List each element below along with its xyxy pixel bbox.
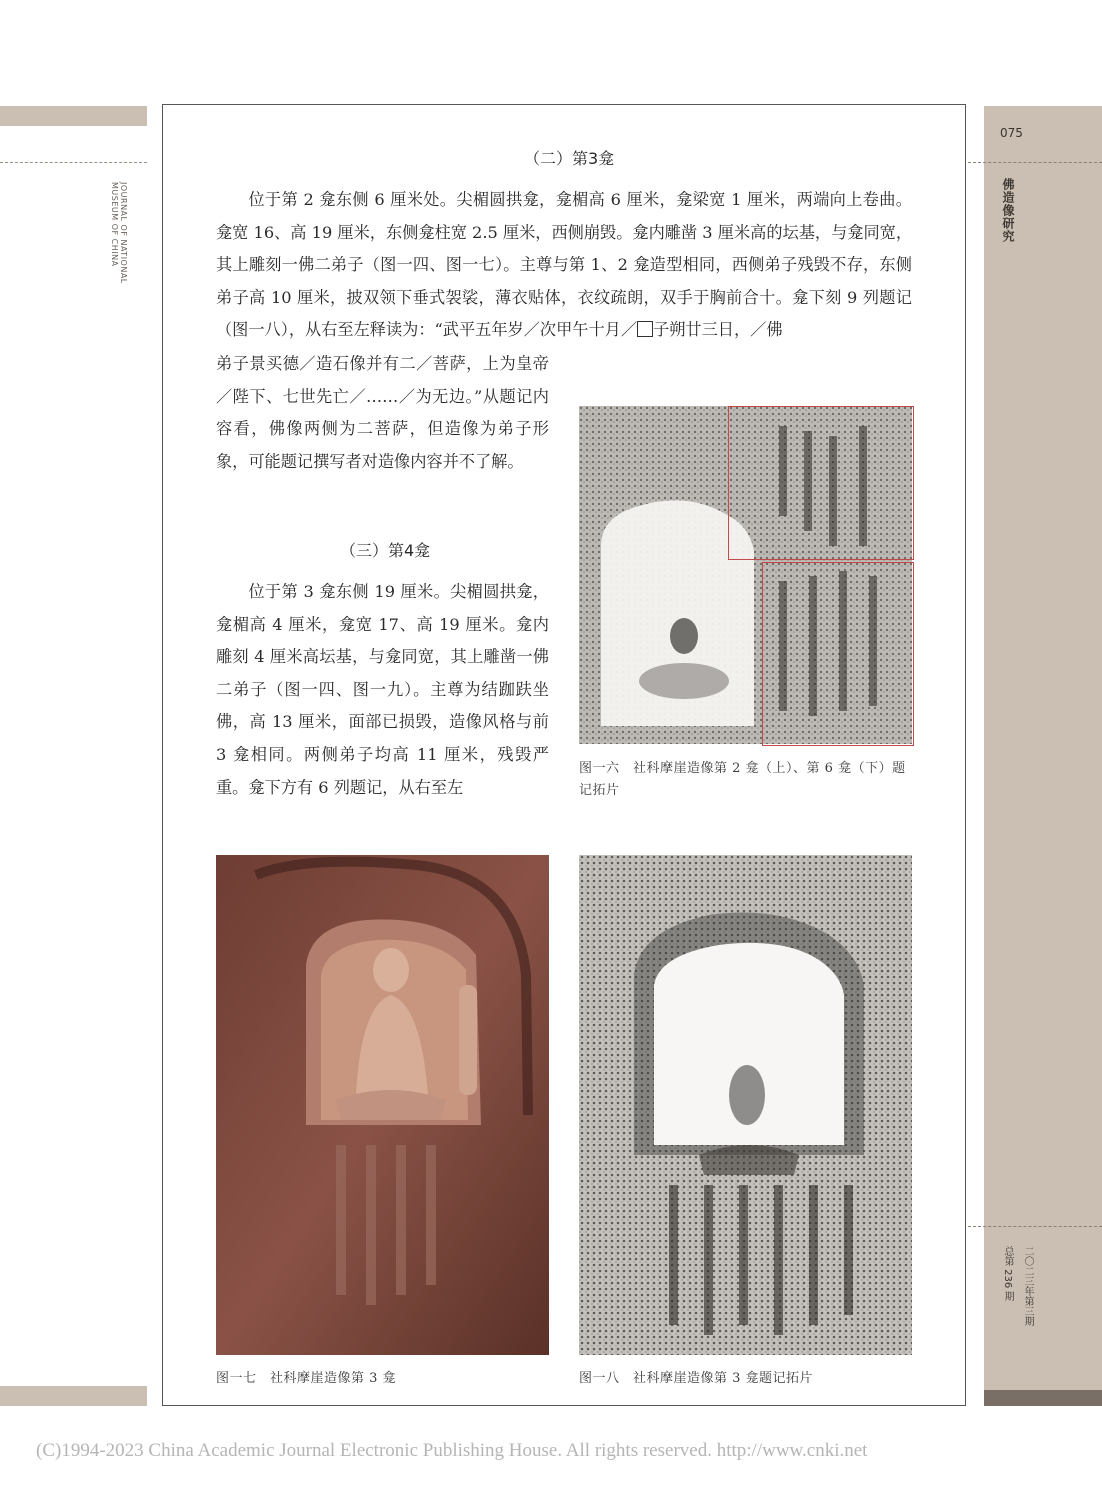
missing-char-box bbox=[637, 321, 653, 337]
section-title-3: （二）第3龛 bbox=[524, 149, 615, 168]
figure-18-rubbing bbox=[579, 855, 912, 1355]
issue-year: 二〇二三年第三期 bbox=[1022, 1246, 1033, 1326]
figure-18-caption: 图一八 社科摩崖造像第 3 龛题记拓片 bbox=[579, 1371, 814, 1386]
journal-name: JOURNAL OF NATIONAL MUSEUM OF CHINA bbox=[110, 182, 128, 284]
left-band-bottom bbox=[0, 1386, 147, 1406]
right-sidebar-footer bbox=[984, 1390, 1102, 1406]
copyright-footer: (C)1994-2023 China Academic Journal Electronic Publishing House. All rights reserved. http://www.cnki.net bbox=[36, 1440, 868, 1461]
page-number: 075 bbox=[1000, 126, 1023, 140]
right-sidebar-panel bbox=[984, 106, 1102, 1406]
paragraph-niche-3-cont: 弟子景买德／造石像并有二／菩萨，上为皇帝／陛下、七世先亡／……／为无边。”从题记内容看，佛像两侧为二菩萨，但造像为弟子形象，可能题记撰写者对造像内容并不了解。 bbox=[216, 354, 549, 471]
paragraph-niche-3 bbox=[216, 184, 912, 347]
annotation-box-niche-2 bbox=[728, 406, 914, 560]
right-dashed-rule-bottom bbox=[968, 1226, 1102, 1227]
left-band-top bbox=[0, 106, 147, 126]
inscription-rubbing-image bbox=[579, 855, 912, 1355]
issue-total: 总第 236 期 bbox=[1002, 1246, 1013, 1302]
left-dashed-rule bbox=[0, 162, 147, 163]
right-dashed-rule-top bbox=[968, 162, 1102, 163]
figure-16-caption: 图一六 社科摩崖造像第 2 龛（上）、第 6 龛（下）题记拓片 bbox=[579, 761, 906, 798]
paragraph-niche-4: 位于第 3 龛东侧 19 厘米。尖楣圆拱龛，龛楣高 4 厘米，龛宽 17、高 19 厘米。龛内雕刻 4 厘米高坛基，与龛同宽，其上雕凿一佛二弟子（图一四、图一九）。主尊为结跏趺坐佛，高 13 厘米，面部已损毁，造像风格与前 3 龛相同。两侧弟子均高 11 厘米，残毁严重。龛下方有 6 列题记，从右至左 bbox=[216, 582, 549, 797]
figure-17-photo bbox=[216, 855, 549, 1355]
section-title-4: （三）第4龛 bbox=[340, 541, 431, 560]
paragraph-text-cont: 子朔廿三日，／佛 bbox=[653, 320, 783, 340]
niche-photo-image bbox=[216, 855, 549, 1355]
figure-17-caption: 图一七 社科摩崖造像第 3 龛 bbox=[216, 1371, 397, 1386]
paragraph-text: 位于第 2 龛东侧 6 厘米处。尖楣圆拱龛，龛楣高 6 厘米，龛梁宽 1 厘米，两端向上卷曲。龛宽 16、高 19 厘米，东侧龛柱宽 2.5 厘米，西侧崩毁。龛内雕凿 3 厘米高的坛基，与龛同宽，其上雕刻一佛二弟子（图一四、图一七）。主尊与第 1、2 龛造型相同，西侧弟子残毁不存，东侧弟子高 10 厘米，披双领下垂式袈裟，薄衣贴体，衣纹疏朗，双手于胸前合十。龛下刻 9 列题记（图一八），从右至左释读为：“武平五年岁／次甲午十月／ bbox=[216, 190, 913, 340]
section-name: 佛造像研究 bbox=[1001, 178, 1015, 243]
annotation-box-niche-6 bbox=[762, 562, 914, 746]
